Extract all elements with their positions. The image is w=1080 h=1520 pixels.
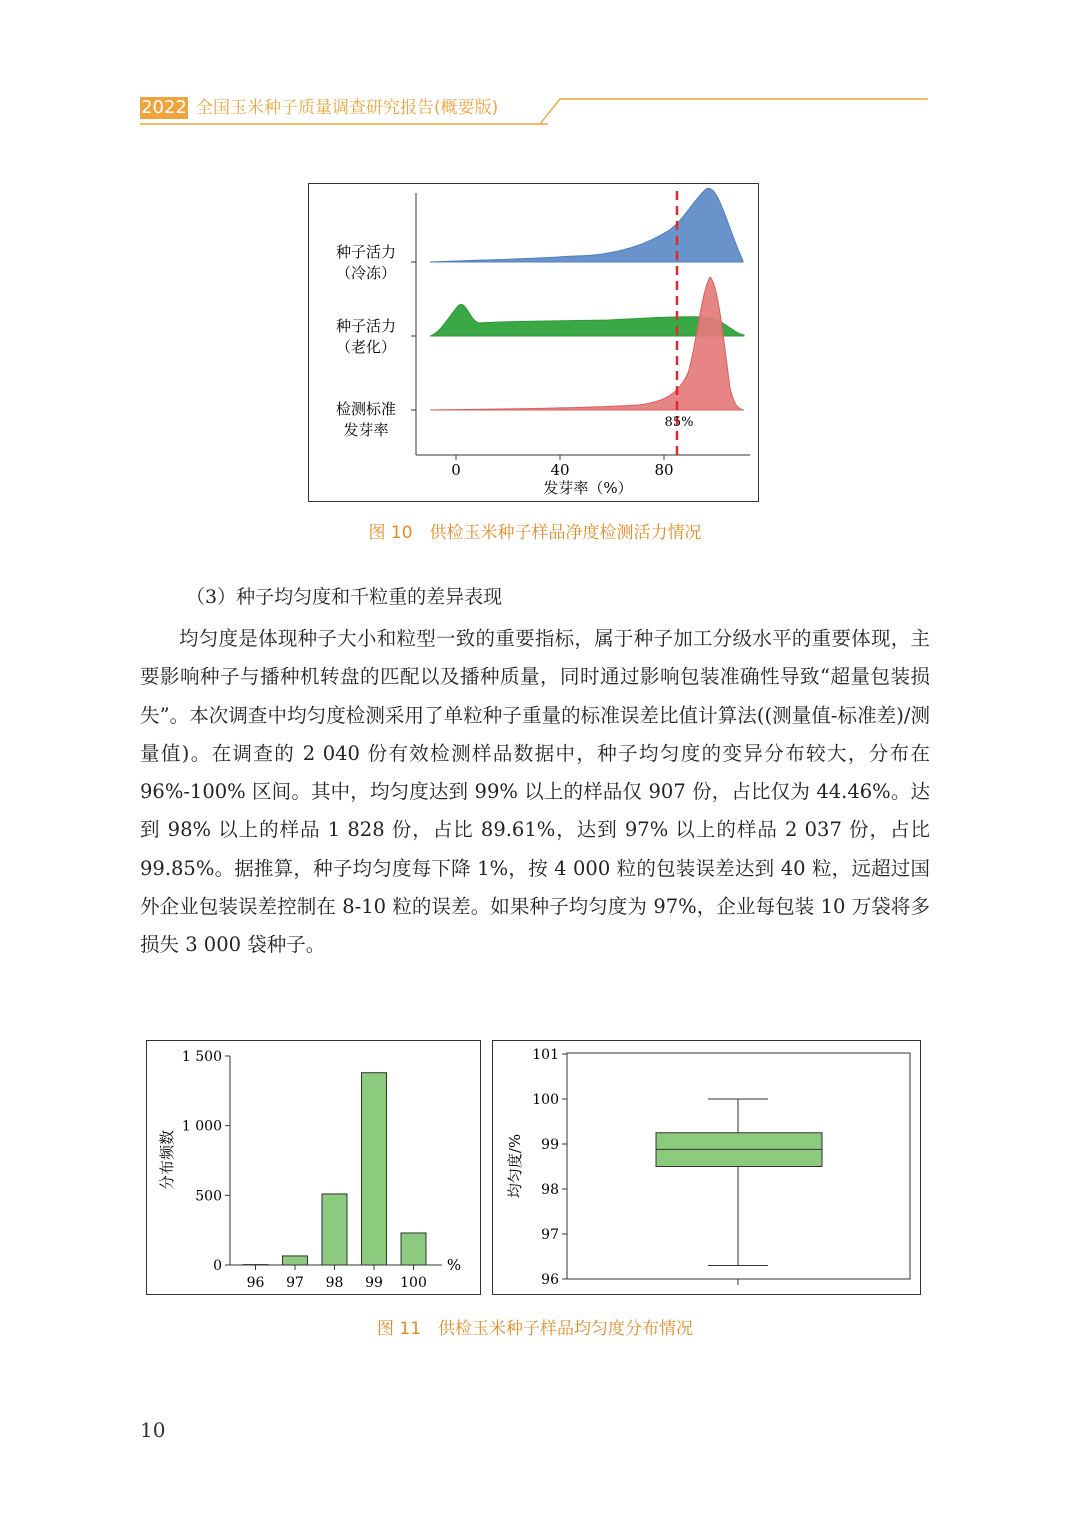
x-tick-40: 40 — [550, 461, 570, 479]
row-label-aged-1: 种子活力 — [335, 317, 397, 335]
bar-x-tick-97: 97 — [286, 1275, 304, 1291]
bar-x-tick-98: 98 — [325, 1275, 344, 1291]
figure10-caption: 图 10 供检玉米种子样品净度检测活力情况 — [368, 523, 702, 543]
bar-99 — [362, 1073, 387, 1265]
figure11-box-plot — [492, 1040, 922, 1296]
bar-100 — [401, 1233, 426, 1265]
box-y-tick-100: 100 — [532, 1092, 559, 1108]
box-y-tick-101: 101 — [532, 1047, 559, 1063]
box-y-tick-97: 97 — [541, 1227, 559, 1243]
bar-y-tick: 1 500 — [181, 1049, 222, 1065]
figure11-caption: 图 11 供检玉米种子样品均匀度分布情况 — [376, 1319, 694, 1339]
row-label-aged-2: （老化） — [335, 338, 397, 356]
bar-97 — [283, 1256, 308, 1265]
row-label-frozen-1: 种子活力 — [335, 243, 397, 261]
bar-y-tick: 1 000 — [181, 1118, 222, 1135]
box-y-tick-99: 99 — [541, 1137, 559, 1153]
header-year-badge: 2022 — [141, 97, 187, 118]
box-y-tick-98: 98 — [541, 1182, 559, 1198]
page-number: 10 — [140, 1418, 166, 1442]
bar-y-label: 分布频数 — [158, 1129, 176, 1191]
row-label-standard-1: 检测标准 — [335, 400, 397, 418]
section-heading: （3）种子均匀度和千粒重的差异表现 — [186, 586, 503, 608]
bar-x-tick-99: 99 — [365, 1275, 383, 1291]
box-y-tick-96: 96 — [541, 1272, 559, 1288]
header-rule — [0, 0, 1080, 140]
figure10-ridgeline-chart — [308, 183, 760, 503]
bar-x-unit: % — [446, 1256, 462, 1274]
figure10-x-label: 发芽率（%） — [543, 479, 633, 497]
header-title: 全国玉米种子质量调查研究报告(概要版) — [196, 98, 499, 118]
x-tick-0: 0 — [451, 461, 461, 479]
bar-x-tick-96: 96 — [246, 1275, 265, 1291]
bar-x-tick-100: 100 — [400, 1275, 427, 1291]
x-tick-80: 80 — [654, 461, 674, 479]
row-label-standard-2: 发芽率 — [343, 421, 389, 439]
figure11-bar-chart — [146, 1040, 482, 1296]
bar-98 — [322, 1194, 347, 1265]
body-paragraph: 均匀度是体现种子大小和粒型一致的重要指标，属于种子加工分级水平的重要体现，主要影响种子与播种机转盘的匹配以及播种质量，同时通过影响包装准确性导致“超量包装损失”。本次调查中均匀度检测采用了单粒种子重量的标准误差比值计算法((测量值-标准差)/测量值)。在调查的 2 040 份有效检测样品数据中，种子均匀度的变异分布较大，分布在 96%-100% 区间。其中，均匀度达到 99% 以上的样品仅 907 份，占比仅为 44.46%。达到 98% 以上的样品 1 828 份，占比 89.61%，达到 97% 以上的样品 2 037 份，占比 99.85%。据推算，种子均匀度每下降 1%，按 4 000 粒的包装误差达到 40 粒，远超过国外企业包装误差控制在 8-10 粒的误差。如果种子均匀度为 97%，企业每包装 10 万袋将多损失 3 000 袋种子。 — [140, 627, 930, 957]
row-label-frozen-2: （冷冻） — [335, 264, 397, 282]
bar-y-tick: 0 — [213, 1258, 222, 1274]
threshold-85-label: 85% — [664, 415, 694, 430]
box-y-label: 均匀度/% — [506, 1133, 524, 1199]
bar-y-tick: 500 — [195, 1188, 222, 1205]
